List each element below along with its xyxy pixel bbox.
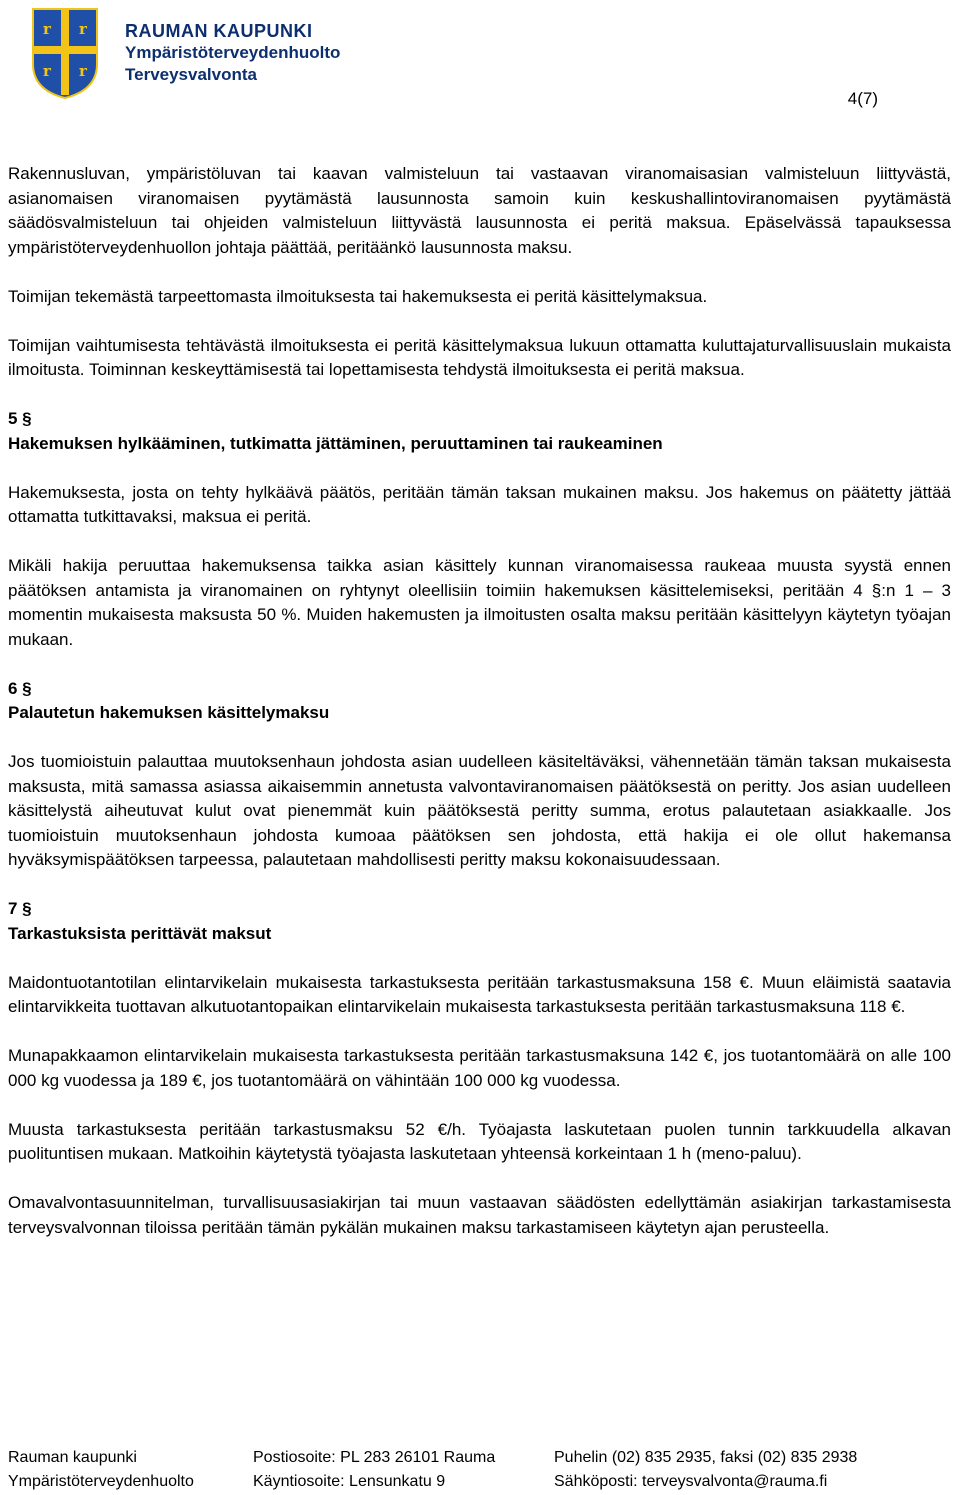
page-header (0, 0, 960, 110)
paragraph: Munapakkaamon elintarvikelain mukaisesta tarkastuksesta peritään tarkastusmaksuna 142 €, jos tuotantomäärä on alle 100 000 kg vuodessa ja 189 €, jos tuotantomäärä on vähintään 100 000 kg vuodessa. (8, 1046, 951, 1090)
section-number: 6 § (8, 678, 32, 698)
document-body (8, 162, 951, 1265)
paragraph: Rakennusluvan, ympäristöluvan tai kaavan valmisteluun tai vastaavan viranomaisasian valmisteluun liittyvästä, asianomaisen viranomaisen pyytämästä lausunnosta samoin kuin keskushallintoviranomaisen pyytämästä säädösvalmisteluun tai ohjeiden valmisteluun liittyvästä lausunnosta ei peritä maksua. Epäselvässä tapauksessa ympäristöterveydenhuollon johtaja päättää, peritäänkö lausunnosta maksu. (8, 164, 951, 257)
footer-addresses (253, 1446, 495, 1494)
footer-contacts (554, 1446, 857, 1494)
section-number: 7 § (8, 899, 32, 918)
section-title: Tarkastuksista perittävät maksut (8, 923, 272, 943)
footer-visiting-address: Käyntiosoite: Lensunkatu 9 (253, 1473, 446, 1490)
footer-phone-fax: Puhelin (02) 835 2935, faksi (02) 835 2938 (554, 1449, 858, 1466)
paragraph: Hakemuksesta, josta on tehty hylkäävä päätös, peritään tämän taksan mukainen maksu. Jos hakemus on päätetty jättää ottamatta tutkittavaksi, maksua ei peritä. (8, 482, 951, 526)
section-title: Hakemuksen hylkääminen, tutkimatta jättäminen, peruuttaminen tai raukeaminen (8, 433, 663, 453)
svg-text:r: r (43, 62, 51, 80)
paragraph: Maidontuotantotilan elintarvikelain mukaisesta tarkastuksesta peritään tarkastusmaksuna 158 €. Muun eläimistä saatavia elintarvikkeita tuottavan alkutuotantopaikan elintarvikelain mukaisesta tarkastuksesta peritään tarkastusmaksuna 118 €. (8, 972, 951, 1016)
footer-organization (8, 1446, 194, 1494)
organization-name: RAUMAN KAUPUNKI (125, 21, 313, 41)
page-footer (8, 1446, 958, 1494)
unit-name: Terveysvalvonta (125, 65, 257, 84)
paragraph: Toimijan tekemästä tarpeettomasta ilmoituksesta tai hakemuksesta ei peritä käsittelymaksua. (8, 286, 708, 306)
paragraph: Muusta tarkastuksesta peritään tarkastusmaksu 52 €/h. Työajasta laskutetaan puolen tunnin tarkkuudella alkavan puolituntisen mukaan. Matkoihin käytetystä työajasta laskutetaan yhteensä korkeintaan 1 h (meno-paluu). (8, 1119, 951, 1163)
section-number: 5 § (8, 409, 32, 428)
section-title: Palautetun hakemuksen käsittelymaksu (8, 703, 330, 722)
footer-email: Sähköposti: terveysvalvonta@rauma.fi (554, 1473, 828, 1490)
paragraph: Jos tuomioistuin palauttaa muutoksenhaun johdosta asian uudelleen käsiteltäväksi, vähennetään tämän taksan mukaisesta maksusta, mitä samassa asiassa aikaisemmin annetusta valvontaviranomaisen päätöksestä on peritty. Jos asian uudelleen käsittelystä aiheutuvat kulut ovat pienemmät kuin päätöksestä peritty summa, erotus palautetaan asiakkaalle. Jos tuomioistuin muutoksenhaun johdosta kumoaa päätöksen sen johdosta, että hakija ei ole ollut hakemansa hyväksymispäätöksen tarpeessa, palautetaan mahdollisesti peritty maksu kokonaisuudessaan. (8, 752, 951, 869)
page-number: 4(7) (847, 89, 878, 108)
footer-department: Ympäristöterveydenhuolto (8, 1473, 194, 1490)
footer-city: Rauman kaupunki (8, 1449, 137, 1466)
coat-of-arms-logo (30, 6, 100, 100)
department-name: Ympäristöterveydenhuolto (125, 43, 341, 62)
svg-text:r: r (79, 20, 87, 38)
footer-postal-address: Postiosoite: PL 283 26101 Rauma (253, 1449, 496, 1466)
paragraph: Mikäli hakija peruuttaa hakemuksensa taikka asian käsittely kunnan viranomaisessa raukeaa muusta syystä ennen päätöksen antamista ja viranomainen on ryhtynyt oleellisiin toimiin hakemuksen käsittelemiseksi, peritään 4 §:n 1 – 3 momentin mukaisesta maksusta 50 %. Muiden hakemusten ja ilmoitusten osalta maksu peritään käsittelyyn käytetyn työajan mukaan. (8, 556, 951, 649)
svg-text:r: r (79, 62, 87, 80)
svg-text:r: r (43, 20, 51, 38)
paragraph: Toimijan vaihtumisesta tehtävästä ilmoituksesta ei peritä käsittelymaksua lukuun ottamatta kuluttajaturvallisuuslain mukaista ilmoitusta. Toiminnan keskeyttämisestä tai lopettamisesta tehdystä ilmoituksesta ei peritä maksua. (8, 335, 951, 379)
organization-block (125, 20, 340, 86)
paragraph: Omavalvontasuunnitelman, turvallisuusasiakirjan tai muun vastaavan säädösten edellyttämän asiakirjan tarkastamisesta terveysvalvonnan tiloissa peritään tämän pykälän mukainen maksu tarkastamiseen käytetyn ajan perusteella. (8, 1193, 951, 1237)
